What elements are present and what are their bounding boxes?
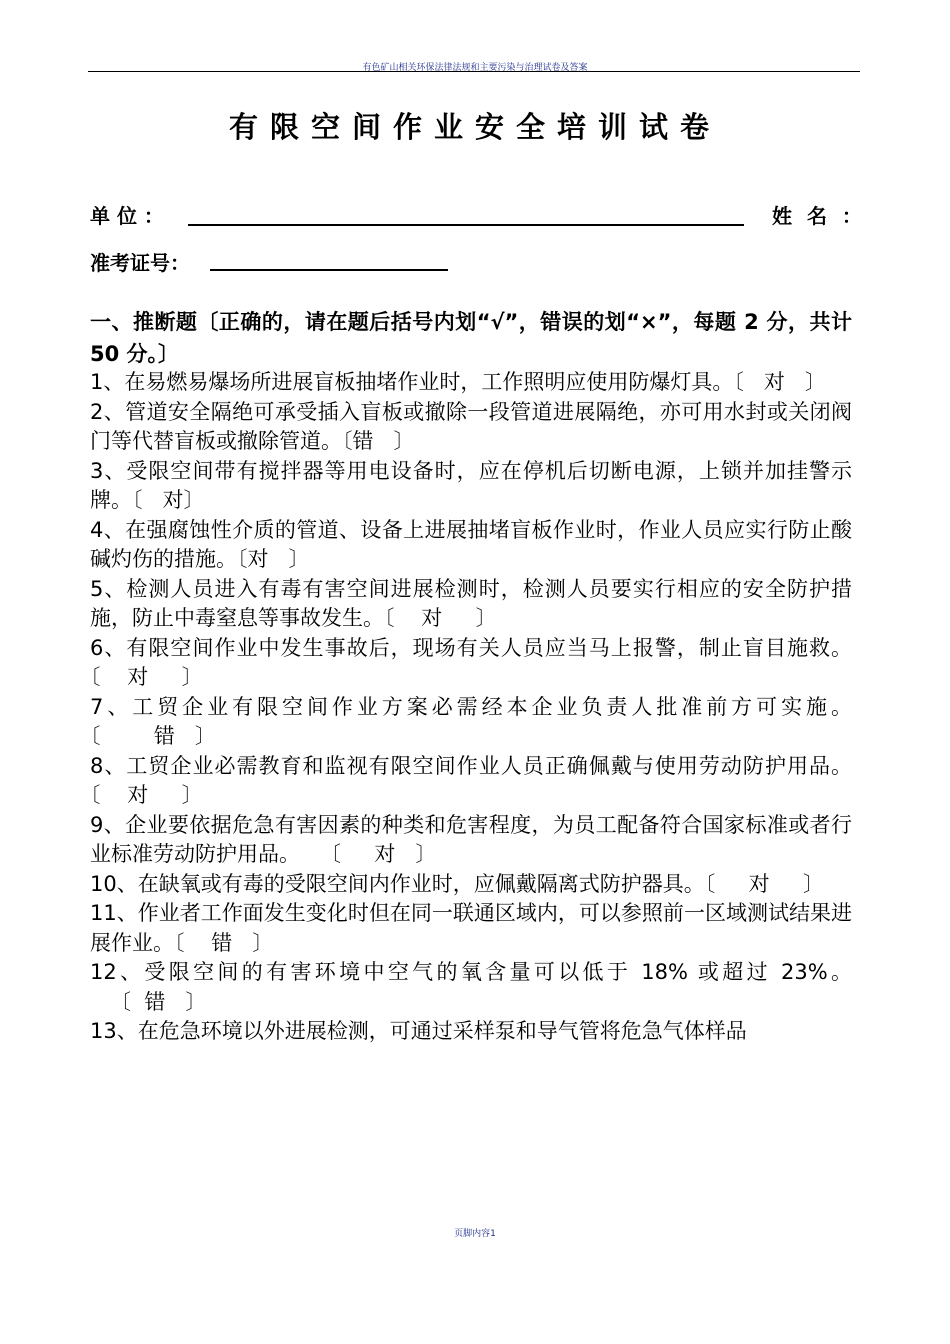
question-item [90,870,852,900]
exam-title-text: 有限空间作业安全培训试卷 [228,110,721,144]
question-item [90,634,852,693]
question-answer: 〔错 〕 [342,429,415,453]
question-text: 6、有限空间作业中发生事故后，现场有关人员应当马上报警，制止盲目施救。 [90,635,852,660]
question-item [90,398,852,457]
question-text: 9、企业要依据危急有害因素的种类和危害程度，为员工配备符合国家标准或者行业标准劳动防护用品。 [90,812,852,866]
question-text: 12、受限空间的有害环境中空气的氧含量可以低于 18% 或超过 23%。 [90,960,852,984]
question-item [90,752,852,811]
question-answer: 〔 错 〕 [90,989,207,1014]
unit-field-line[interactable] [188,224,744,226]
question-answer: 〔对 〕 [237,547,310,571]
question-answer: 〔 对 〕 [384,606,497,630]
question-text: 10、在缺氧或有毒的受限空间内作业时，应佩戴隔离式防护器具。 [90,871,705,896]
question-item [90,516,852,575]
question-answer: 〔 对 〕 [300,842,437,866]
page-footer-text: 页脚内容1 [454,1229,496,1239]
question-text: 11、作业者工作面发生变化时但在同一联通区域内，可以参照前一区域测试结果进展作业。 [90,901,852,955]
section-heading: 一、推断题〔正确的，请在题后括号内划“√”，错误的划“×”，每题 2 分，共计 50 分。〕 [90,310,852,366]
question-text: 3、受限空间带有搅拌器等用电设备时，应在停机后切断电源，上锁并加挂警示牌。 [90,458,852,512]
question-item [90,811,852,870]
header-divider [88,71,860,72]
question-item [90,1017,852,1047]
question-item [90,899,852,958]
name-label: 姓 名 ： [772,204,866,228]
question-list [90,368,852,1047]
question-text: 13、在危急环境以外进展检测，可通过采样泵和导气管将危急气体样品 [90,1019,747,1043]
question-item [90,575,852,634]
question-answer: 〔 对 〕 [704,871,824,896]
question-text: 4、在强腐蚀性介质的管道、设备上进展抽堵盲板作业时，作业人员应实行防止酸碱灼伤的措施。 [90,517,852,571]
question-text: 8、工贸企业必需教育和监视有限空间作业人员正确佩戴与使用劳动防护用品。 [90,753,852,778]
question-text: 2、管道安全隔绝可承受插入盲板或撤除一段管道进展隔绝，亦可用水封或关闭阀门等代替盲板或撤除管道。 [90,399,852,453]
question-item [90,368,852,398]
question-text: 5、检测人员进入有毒有害空间进展检测时，检测人员要实行相应的安全防护措施，防止中毒窒息等事故发生。 [90,576,852,630]
page-header-text: 有色矿山相关环保法律法规和主要污染与治理试卷及答案 [362,63,588,73]
question-answer: 〔 错 〕 [90,724,216,748]
exam-id-label: 准考证号： [90,251,190,275]
question-answer: 〔 对 〕 [733,370,826,394]
question-text: 7、工贸企业有限空间作业方案必需经本企业负责人批准前方可实施。 [90,694,852,719]
question-text: 1、在易燃易爆场所进展盲板抽堵作业时，工作照明应使用防爆灯具。 [90,370,734,394]
question-answer: 〔 对 〕 [90,783,203,807]
question-answer: 〔 对 〕 [90,665,203,689]
exam-title [0,105,950,146]
exam-id-field-line[interactable] [210,269,448,271]
question-item [90,693,852,752]
question-answer: 〔 对〕 [132,488,205,512]
question-item [90,958,852,1017]
question-answer: 〔 错 〕 [174,930,274,955]
unit-label: 单 位 ： [90,204,164,228]
question-item [90,457,852,516]
